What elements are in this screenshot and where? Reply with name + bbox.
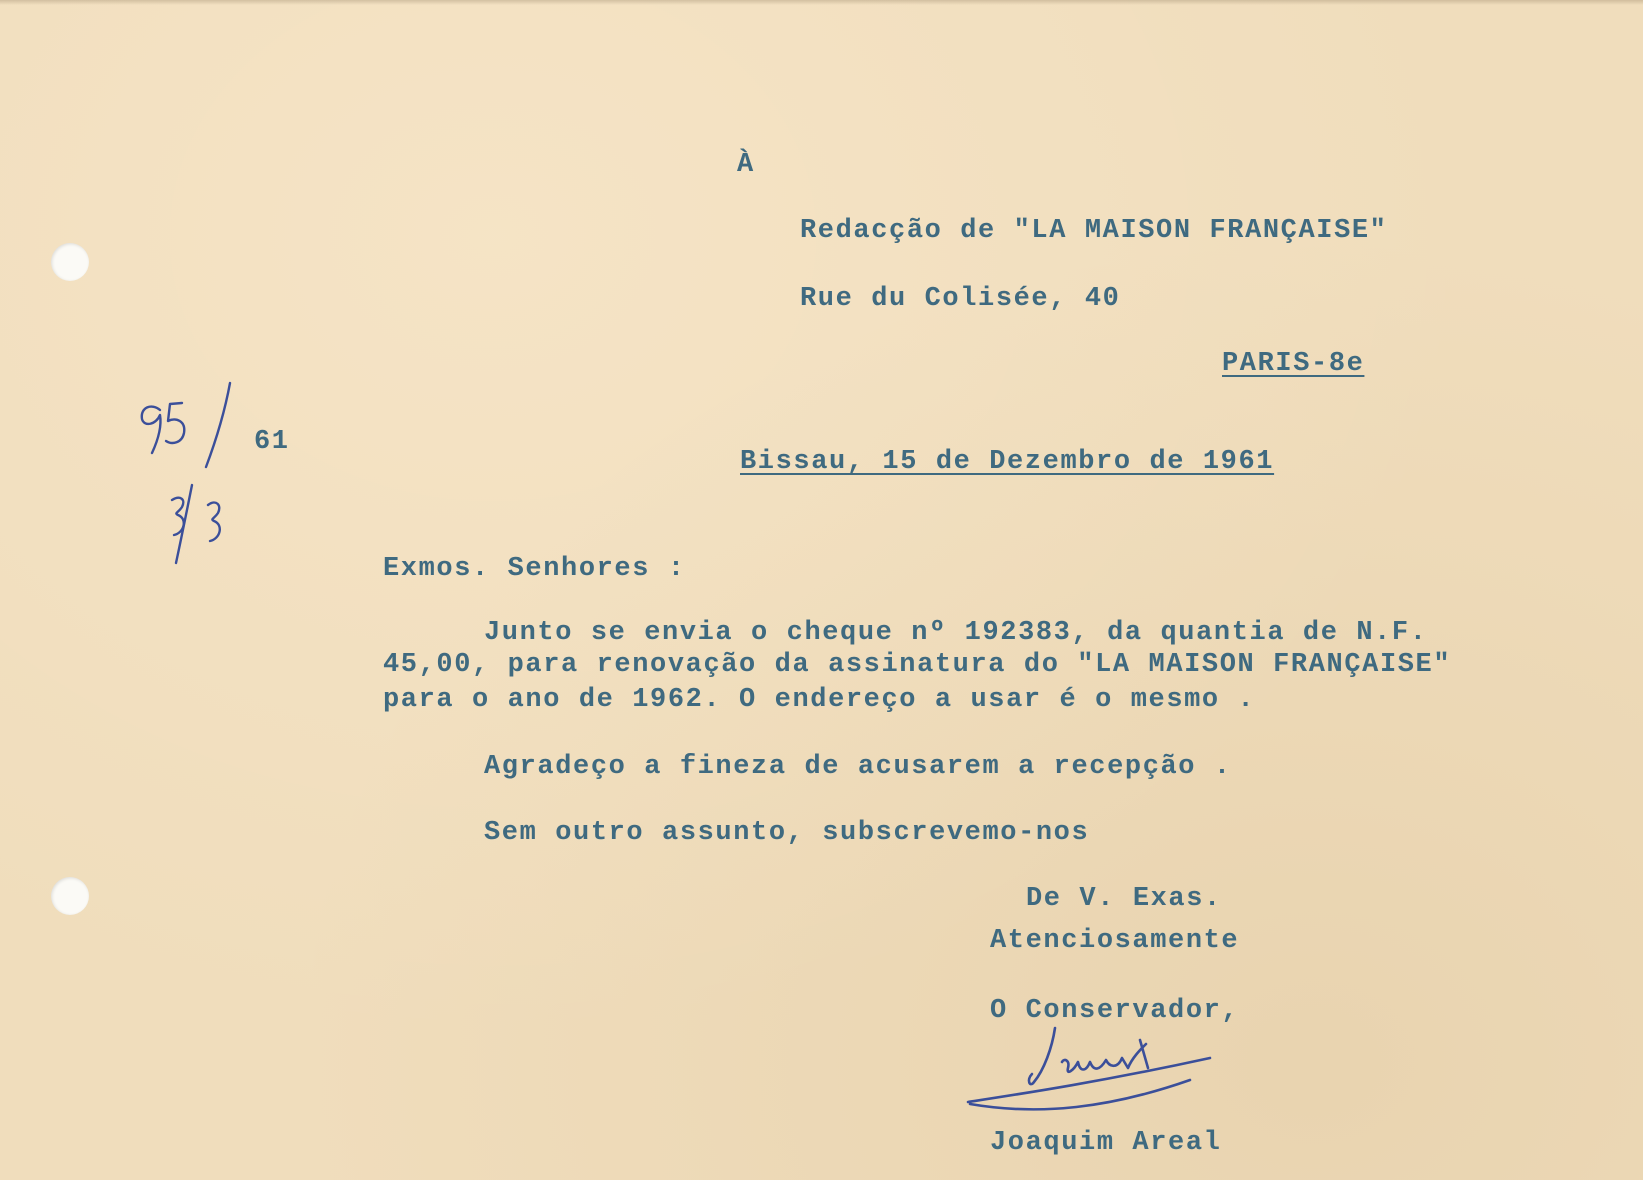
body-paragraph-2: Agradeço a fineza de acusarem a recepção . bbox=[484, 752, 1232, 782]
body-line-2: 45,00, para renovação da assinatura do "LA MAISON FRANÇAISE" bbox=[383, 650, 1452, 680]
closing-line-2: Atenciosamente bbox=[990, 926, 1240, 956]
body-line-3: para o ano de 1962. O endereço a usar é o mesmo . bbox=[383, 685, 1256, 715]
street-line: Rue du Colisée, 40 bbox=[800, 284, 1121, 314]
date-line: Bissau, 15 de Dezembro de 1961 bbox=[740, 447, 1275, 477]
body-paragraph-3: Sem outro assunto, subscrevemo-nos bbox=[484, 818, 1090, 848]
signer-name: Joaquim Areal bbox=[990, 1128, 1222, 1158]
signature bbox=[960, 1020, 1250, 1130]
city-line: PARIS-8e bbox=[1222, 349, 1365, 379]
punch-hole-bottom bbox=[51, 877, 89, 915]
punch-hole-top bbox=[51, 243, 89, 281]
closing-line-1: De V. Exas. bbox=[1026, 884, 1222, 914]
reference-number: 61 bbox=[254, 427, 290, 457]
body-line-1: Junto se envia o cheque nº 192383, da quantia de N.F. bbox=[484, 618, 1428, 648]
closing-title: O Conservador, bbox=[990, 996, 1240, 1026]
recipient-line: Redacção de "LA MAISON FRANÇAISE" bbox=[800, 216, 1388, 246]
paper-top-edge bbox=[0, 0, 1643, 5]
salutation: Exmos. Senhores : bbox=[383, 554, 686, 584]
address-prefix: À bbox=[737, 150, 755, 180]
handwritten-reference bbox=[130, 375, 260, 585]
